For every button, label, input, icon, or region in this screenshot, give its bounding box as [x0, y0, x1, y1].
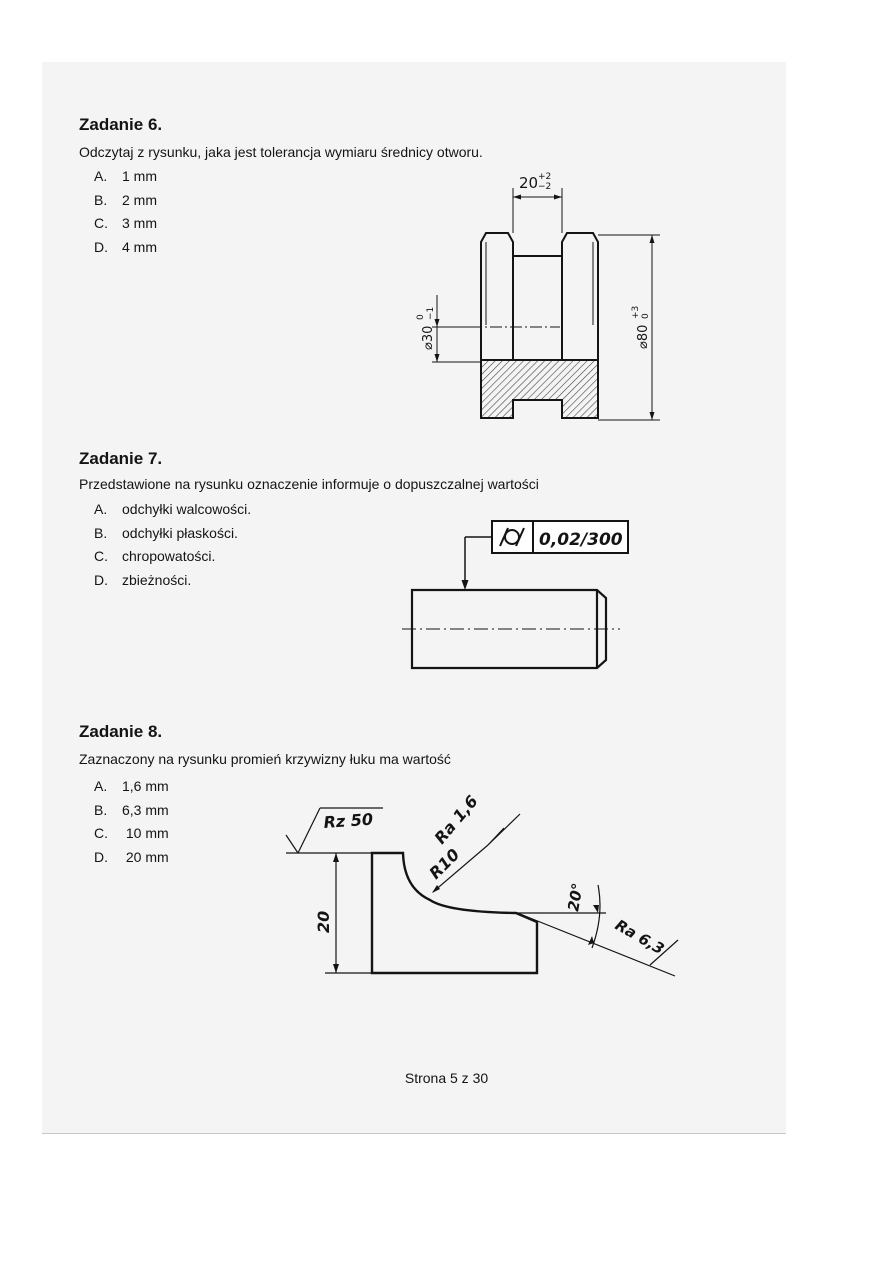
answer-option: D. zbieżności.	[94, 571, 192, 588]
width-nominal-label: 20	[519, 174, 539, 192]
task-8-answers	[94, 775, 169, 869]
height-label: 20	[314, 910, 333, 933]
answer-option: C. chropowatości.	[94, 548, 216, 564]
ra-1-6-label: Ra 1,6	[430, 791, 482, 848]
answer-option: B. 2 mm	[94, 191, 157, 208]
rz-roughness-label: Rz 50	[322, 809, 374, 832]
inner-diameter-lower: −1	[426, 306, 436, 320]
answer-option: A. 1 mm	[94, 168, 157, 184]
inner-diameter-nominal: ⌀30	[421, 325, 436, 350]
width-upper-deviation: +2	[538, 172, 552, 182]
width-lower-deviation: −2	[538, 182, 552, 192]
part-profile-drawing	[280, 791, 685, 985]
page-edge	[42, 1133, 786, 1134]
pulley-drawing	[400, 160, 690, 430]
answer-option: D. 4 mm	[94, 238, 157, 255]
task-6-answers	[94, 165, 157, 259]
radius-label: R10	[425, 844, 464, 883]
answer-option: D. 20 mm	[94, 848, 169, 865]
task-7-answers	[94, 498, 251, 592]
shaft-drawing	[400, 510, 630, 675]
ra-6-3-label: Ra 6,3	[612, 915, 668, 959]
tolerance-value: 0,02/300	[539, 530, 623, 550]
answer-option: A. odchyłki walcowości.	[94, 501, 252, 517]
task-8-question: Zaznaczony na rysunku promień krzywizny łuku ma wartość	[79, 751, 451, 767]
answer-option: B. odchyłki płaskości.	[94, 524, 238, 541]
answer-option: B. 6,3 mm	[94, 801, 169, 818]
answer-option: A. 1,6 mm	[94, 778, 169, 794]
inner-diameter-upper: 0	[416, 314, 426, 320]
outer-diameter-nominal: ⌀80	[636, 324, 651, 349]
page-footer: Strona 5 z 30	[404, 1070, 489, 1086]
task-6-question: Odczytaj z rysunku, jaka jest tolerancja wymiaru średnicy otworu.	[79, 144, 483, 160]
answer-option: C. 10 mm	[94, 825, 169, 841]
task-8-title: Zadanie 8.	[79, 722, 163, 741]
angle-label: 20°	[564, 881, 587, 913]
task-6-title: Zadanie 6.	[79, 115, 163, 134]
outer-diameter-lower: 0	[641, 313, 651, 319]
task-7-title: Zadanie 7.	[79, 449, 163, 468]
outer-diameter-upper: +3	[631, 305, 641, 319]
task-7-question: Przedstawione na rysunku oznaczenie informuje o dopuszczalnej wartości	[79, 476, 539, 492]
answer-option: C. 3 mm	[94, 215, 157, 231]
